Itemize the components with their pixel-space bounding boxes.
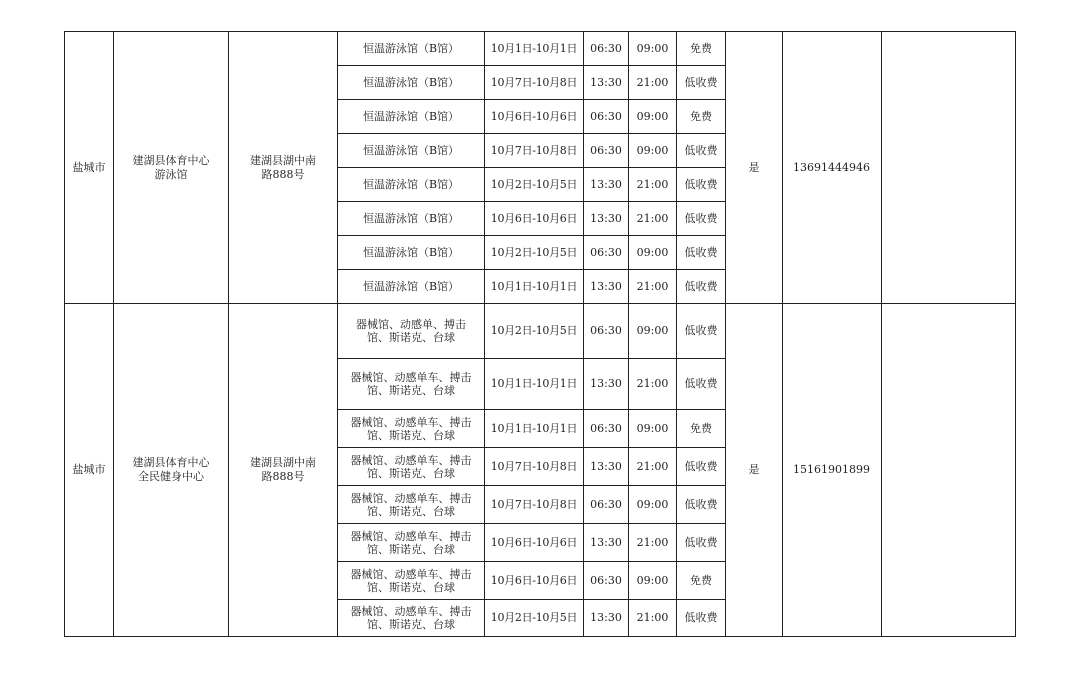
dates-cell: 10月6日-10月6日 [485,100,584,134]
fee-cell: 低收费 [677,66,726,100]
item-cell: 器械馆、动感单车、搏击馆、斯诺克、台球 [338,486,485,524]
end-time-cell: 09:00 [629,100,677,134]
dates-cell: 10月2日-10月5日 [485,600,584,637]
start-time-cell: 06:30 [584,486,629,524]
start-time-cell: 06:30 [584,410,629,448]
start-time-cell: 06:30 [584,562,629,600]
start-time-cell: 13:30 [584,168,629,202]
phone-cell: 13691444946 [783,32,882,304]
address-cell: 建湖县湖中南路888号 [229,304,338,637]
item-cell: 恒温游泳馆（B馆） [338,270,485,304]
dates-cell: 10月2日-10月5日 [485,304,584,359]
dates-cell: 10月7日-10月8日 [485,66,584,100]
fee-cell: 低收费 [677,304,726,359]
fee-cell: 低收费 [677,359,726,410]
venue-cell: 建湖县体育中心全民健身中心 [114,304,229,637]
end-time-cell: 09:00 [629,410,677,448]
end-time-cell: 09:00 [629,236,677,270]
dates-cell: 10月2日-10月5日 [485,236,584,270]
fee-cell: 免费 [677,410,726,448]
fee-cell: 低收费 [677,168,726,202]
fee-cell: 免费 [677,32,726,66]
dates-cell: 10月1日-10月1日 [485,359,584,410]
fee-cell: 低收费 [677,270,726,304]
dates-cell: 10月1日-10月1日 [485,270,584,304]
item-cell: 器械馆、动感单车、搏击馆、斯诺克、台球 [338,524,485,562]
end-time-cell: 09:00 [629,32,677,66]
note-cell [882,304,1016,637]
table-row [65,32,1016,66]
item-cell: 器械馆、动感单车、搏击馆、斯诺克、台球 [338,359,485,410]
start-time-cell: 13:30 [584,448,629,486]
start-time-cell: 13:30 [584,270,629,304]
dates-cell: 10月1日-10月1日 [485,410,584,448]
fee-cell: 免费 [677,562,726,600]
item-cell: 恒温游泳馆（B馆） [338,202,485,236]
dates-cell: 10月6日-10月6日 [485,202,584,236]
start-time-cell: 06:30 [584,236,629,270]
fee-cell: 低收费 [677,448,726,486]
start-time-cell: 06:30 [584,32,629,66]
start-time-cell: 13:30 [584,359,629,410]
dates-cell: 10月7日-10月8日 [485,134,584,168]
table-row [65,304,1016,359]
start-time-cell: 06:30 [584,134,629,168]
item-cell: 器械馆、动感单车、搏击馆、斯诺克、台球 [338,562,485,600]
end-time-cell: 09:00 [629,304,677,359]
dates-cell: 10月1日-10月1日 [485,32,584,66]
end-time-cell: 21:00 [629,202,677,236]
end-time-cell: 21:00 [629,270,677,304]
end-time-cell: 21:00 [629,359,677,410]
end-time-cell: 21:00 [629,66,677,100]
open-cell: 是 [726,304,783,637]
fee-cell: 低收费 [677,134,726,168]
venue-cell: 建湖县体育中心游泳馆 [114,32,229,304]
note-cell [882,32,1016,304]
phone-cell: 15161901899 [783,304,882,637]
start-time-cell: 06:30 [584,100,629,134]
start-time-cell: 13:30 [584,600,629,637]
item-cell: 器械馆、动感单车、搏击馆、斯诺克、台球 [338,410,485,448]
item-cell: 恒温游泳馆（B馆） [338,100,485,134]
start-time-cell: 13:30 [584,66,629,100]
start-time-cell: 13:30 [584,524,629,562]
item-cell: 器械馆、动感单、搏击馆、斯诺克、台球 [338,304,485,359]
start-time-cell: 06:30 [584,304,629,359]
item-cell: 恒温游泳馆（B馆） [338,66,485,100]
city-cell: 盐城市 [65,304,114,637]
dates-cell: 10月7日-10月8日 [485,486,584,524]
end-time-cell: 21:00 [629,524,677,562]
dates-cell: 10月2日-10月5日 [485,168,584,202]
city-cell: 盐城市 [65,32,114,304]
fee-cell: 低收费 [677,486,726,524]
schedule-table [64,31,1016,637]
open-cell: 是 [726,32,783,304]
address-cell: 建湖县湖中南路888号 [229,32,338,304]
end-time-cell: 21:00 [629,168,677,202]
fee-cell: 低收费 [677,524,726,562]
item-cell: 恒温游泳馆（B馆） [338,134,485,168]
end-time-cell: 09:00 [629,486,677,524]
dates-cell: 10月7日-10月8日 [485,448,584,486]
end-time-cell: 21:00 [629,600,677,637]
end-time-cell: 09:00 [629,562,677,600]
end-time-cell: 21:00 [629,448,677,486]
start-time-cell: 13:30 [584,202,629,236]
dates-cell: 10月6日-10月6日 [485,562,584,600]
item-cell: 恒温游泳馆（B馆） [338,236,485,270]
dates-cell: 10月6日-10月6日 [485,524,584,562]
fee-cell: 免费 [677,100,726,134]
item-cell: 器械馆、动感单车、搏击馆、斯诺克、台球 [338,600,485,637]
end-time-cell: 09:00 [629,134,677,168]
item-cell: 恒温游泳馆（B馆） [338,168,485,202]
item-cell: 恒温游泳馆（B馆） [338,32,485,66]
item-cell: 器械馆、动感单车、搏击馆、斯诺克、台球 [338,448,485,486]
fee-cell: 低收费 [677,202,726,236]
fee-cell: 低收费 [677,236,726,270]
fee-cell: 低收费 [677,600,726,637]
